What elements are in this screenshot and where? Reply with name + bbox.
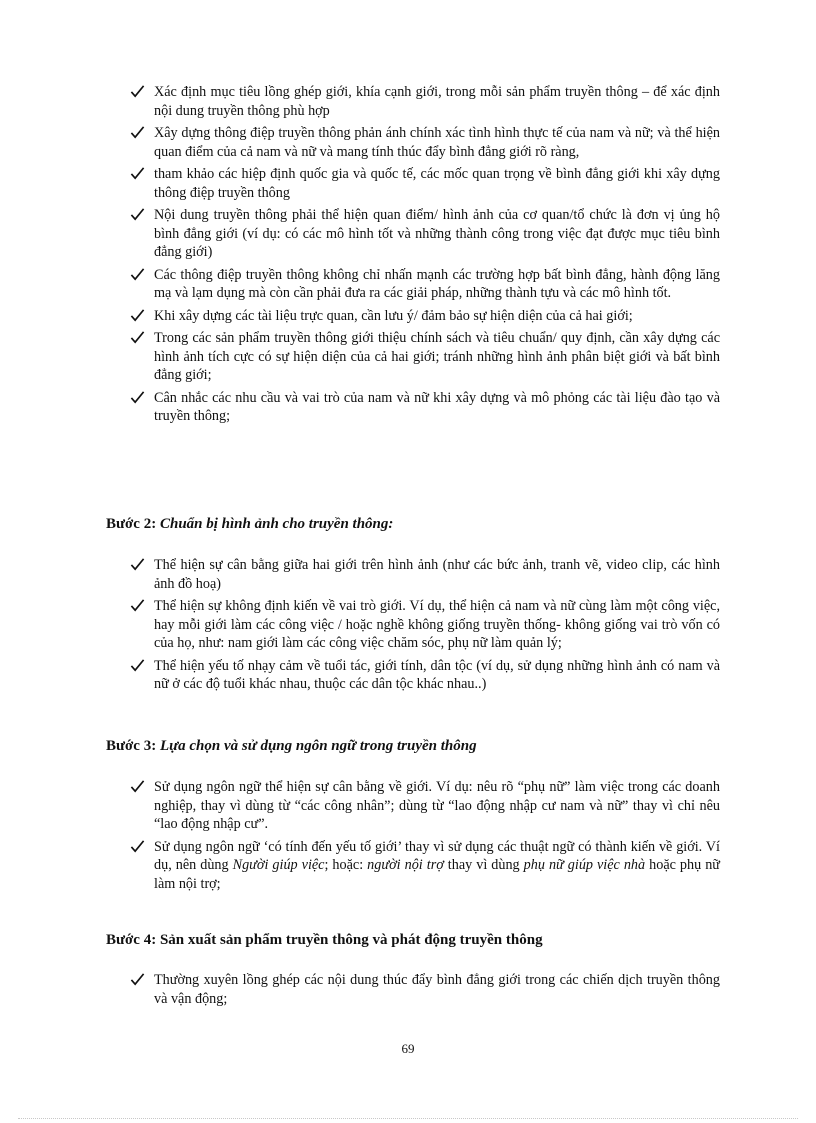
step-title: Sản xuất sản phẩm truyền thông và phát động truyền thông xyxy=(159,932,543,948)
page-bottom-border xyxy=(18,1118,798,1119)
checkmark-icon xyxy=(130,657,148,675)
checkmark-icon xyxy=(130,597,148,615)
list-item-text: Cân nhắc các nhu cầu và vai trò của nam và nữ khi xây dựng và mô phỏng các tài liệu đào tạo và truyền thông; xyxy=(154,389,720,424)
list-item xyxy=(130,971,720,1008)
step-label: Bước 3: xyxy=(106,738,157,754)
list-item xyxy=(130,124,720,161)
list-item xyxy=(130,165,720,202)
checkmark-icon xyxy=(130,307,148,325)
list-item-text: Thường xuyên lồng ghép các nội dung thúc đẩy bình đẳng giới trong các chiến dịch truyền thông và vận động; xyxy=(154,972,720,1007)
checklist-step-3 xyxy=(130,778,720,897)
step-4-heading xyxy=(106,932,543,949)
step-3-heading xyxy=(106,738,477,755)
checkmark-icon xyxy=(130,206,148,224)
page-number: 69 xyxy=(401,1041,415,1056)
list-item xyxy=(130,307,720,326)
list-item-text: Nội dung truyền thông phải thể hiện quan điểm/ hình ảnh của cơ quan/tổ chức là đơn vị ủng hộ bình đẳng giới (ví dụ: có các mô hình tốt và những thành công trong việc đạt được mục tiêu bình đẳng giới) xyxy=(154,207,720,260)
step-label: Bước 4: xyxy=(106,932,157,948)
list-item xyxy=(130,657,720,694)
list-item-text: Trong các sản phẩm truyền thông giới thiệu chính sách và tiêu chuẩn/ quy định, cần xây dựng các hình ảnh tích cực có sự hiện diện của cả hai giới; tránh những hình ảnh phân biệt giới và bất bình đẳng giới; xyxy=(154,330,720,383)
step-title: Chuẩn bị hình ảnh cho truyền thông: xyxy=(159,516,394,532)
checkmark-icon xyxy=(130,124,148,142)
list-item-text: Thể hiện sự không định kiến về vai trò giới. Ví dụ, thể hiện cả nam và nữ cùng làm một công việc, hay mỗi giới làm các công việc / hoặc nghề không giống truyền thống- không giống vai trò vốn có của họ, như: nam giới làm các công việc chăm sóc, phụ nữ làm quản lý; xyxy=(154,598,720,651)
list-item-text: tham khảo các hiệp định quốc gia và quốc tế, các mốc quan trọng về bình đẳng giới khi xây dựng thông điệp truyền thông xyxy=(154,166,720,201)
checkmark-icon xyxy=(130,389,148,407)
list-item-text: Thể hiện yếu tố nhạy cảm về tuổi tác, giới tính, dân tộc (ví dụ, sử dụng những hình ảnh có nam và nữ ở các độ tuổi khác nhau, thuộc các dân tộc khác nhau..) xyxy=(154,657,720,692)
list-item xyxy=(130,778,720,834)
list-item-text: Xác định mục tiêu lồng ghép giới, khía cạnh giới, trong mỗi sản phẩm truyền thông – để xác định nội dung truyền thông phù hợp xyxy=(154,84,720,119)
list-item-text: Sử dụng ngôn ngữ thể hiện sự cân bằng về giới. Ví dụ: nêu rõ “phụ nữ” làm việc trong các doanh nghiệp, thay vì dùng từ “các công nhân”; dùng từ “lao động nhập cư nam và nữ” thay vì chỉ nêu “lao động nhập cư”. xyxy=(154,779,720,832)
checklist-step-2 xyxy=(130,556,720,698)
list-item xyxy=(130,838,720,894)
checkmark-icon xyxy=(130,556,148,574)
list-item xyxy=(130,389,720,426)
list-item xyxy=(130,597,720,653)
list-item-text: Khi xây dựng các tài liệu trực quan, cần lưu ý/ đảm bảo sự hiện diện của cả hai giới; xyxy=(154,307,633,324)
list-item xyxy=(130,556,720,593)
step-label: Bước 2: xyxy=(106,516,157,532)
checkmark-icon xyxy=(130,83,148,101)
checkmark-icon xyxy=(130,971,148,989)
checkmark-icon xyxy=(130,838,148,856)
checkmark-icon xyxy=(130,165,148,183)
checkmark-icon xyxy=(130,266,148,284)
checkmark-icon xyxy=(130,778,148,796)
list-item-text: Xây dựng thông điệp truyền thông phản ánh chính xác tình hình thực tế của nam và nữ; và thể hiện quan điểm của cả nam và nữ và mang tính thúc đẩy bình đẳng giới rõ ràng, xyxy=(154,125,720,160)
step-2-heading xyxy=(106,516,393,533)
list-item xyxy=(130,266,720,303)
list-item xyxy=(130,329,720,385)
step-title: Lựa chọn và sử dụng ngôn ngữ trong truyền thông xyxy=(159,738,477,754)
list-item-text: Các thông điệp truyền thông không chỉ nhấn mạnh các trường hợp bất bình đẳng, hành động lăng mạ và lạm dụng mà còn cần phải đưa ra các giải pháp, những thành tựu và các mô hình tốt. xyxy=(154,266,720,301)
list-item-text: Thể hiện sự cân bằng giữa hai giới trên hình ảnh (như các bức ảnh, tranh vẽ, video clip, các hình ảnh đồ hoạ) xyxy=(154,557,720,592)
list-item xyxy=(130,206,720,262)
checkmark-icon xyxy=(130,329,148,347)
list-item xyxy=(130,83,720,120)
checklist-step-4 xyxy=(130,971,720,1012)
checklist-section-1 xyxy=(130,83,720,430)
list-item-text: Sử dụng ngôn ngữ ‘có tính đến yếu tố giới’ thay vì sử dụng các thuật ngữ có thành kiến về giới. Ví dụ, nên dùng Người giúp việc; hoặc: người nội trợ thay vì dùng phụ nữ giúp việc nhà hoặc phụ nữ làm nội trợ; xyxy=(154,838,720,892)
